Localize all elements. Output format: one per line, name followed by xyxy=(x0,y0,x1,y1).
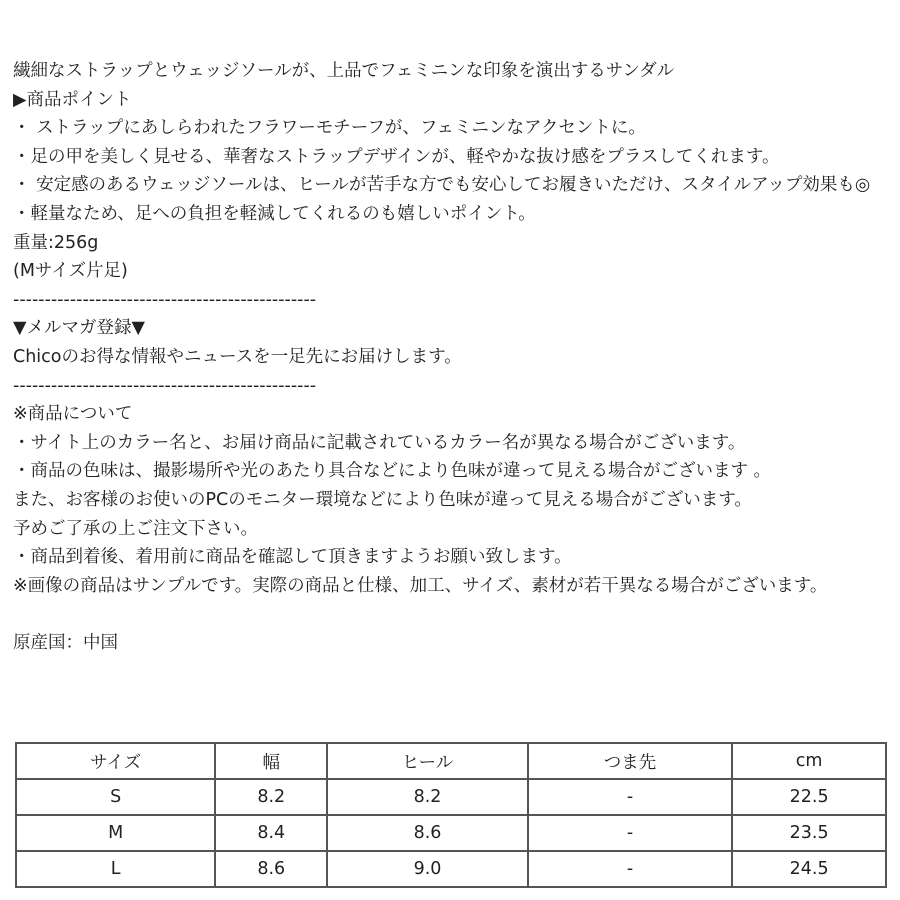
table-header-cell: つま先 xyxy=(528,743,732,779)
points-heading: ▶商品ポイント xyxy=(13,89,132,110)
table-header-cell: サイズ xyxy=(16,743,215,779)
table-cell: S xyxy=(16,779,215,815)
table-cell: 8.4 xyxy=(215,815,327,851)
table-cell: 22.5 xyxy=(732,779,886,815)
notice-line: 予めご了承の上ご注文下さい。 xyxy=(13,518,258,539)
table-header-row xyxy=(16,743,886,779)
spacer xyxy=(13,600,893,629)
weight-note: (Mサイズ片足) xyxy=(13,261,128,282)
notice-line: ・商品の色味は、撮影場所や光のあたり具合などにより色味が違って見える場合がございます 。 xyxy=(13,461,772,482)
size-table xyxy=(15,742,887,888)
table-cell: 24.5 xyxy=(732,851,886,887)
separator: ------------------------------------------------ xyxy=(13,289,317,310)
table-row xyxy=(16,815,886,851)
notice-line: また、お客様のお使いのPCのモニター環境などにより色味が違って見える場合がございます。 xyxy=(13,489,752,510)
notice-line: ・商品到着後、着用前に商品を確認して頂きますようお願い致します。 xyxy=(13,547,572,568)
point-item: ・ ストラップにあしらわれたフラワーモチーフが、フェミニンなアクセントに。 xyxy=(13,118,646,139)
notice-line: ※画像の商品はサンプルです。実際の商品と仕様、加工、サイズ、素材が若干異なる場合がございます。 xyxy=(13,575,828,596)
newsletter-text: Chicoのお得な情報やニュースを一足先にお届けします。 xyxy=(13,346,462,367)
table-header-cell: 幅 xyxy=(215,743,327,779)
point-item: ・ 安定感のあるウェッジソールは、ヒールが苦手な方でも安心してお履きいただけ、スタイルアップ効果も◎ xyxy=(13,175,871,196)
notice-line: ・サイト上のカラー名と、お届け商品に記載されているカラー名が異なる場合がございます。 xyxy=(13,432,746,453)
table-cell: - xyxy=(528,815,732,851)
notice-heading: ※商品について xyxy=(13,404,133,425)
table-header-cell: ヒール xyxy=(327,743,528,779)
intro-text: 繊細なストラップとウェッジソールが、上品でフェミニンな印象を演出するサンダル xyxy=(13,61,675,81)
table-cell: 8.6 xyxy=(215,851,327,887)
table-cell: L xyxy=(16,851,215,887)
table-cell: 9.0 xyxy=(327,851,528,887)
point-item: ・軽量なため、足への負担を軽減してくれるのも嬉しいポイント。 xyxy=(13,203,536,224)
newsletter-heading: ▼メルマガ登録▼ xyxy=(13,318,145,339)
separator: ------------------------------------------------ xyxy=(13,375,317,396)
weight-text: 重量:256g xyxy=(13,232,99,253)
table-cell: M xyxy=(16,815,215,851)
table-row xyxy=(16,851,886,887)
table-cell: - xyxy=(528,851,732,887)
origin-text: 原産国：中国 xyxy=(13,632,118,653)
table-cell: 8.2 xyxy=(215,779,327,815)
table-cell: - xyxy=(528,779,732,815)
product-description xyxy=(13,57,893,657)
table-row xyxy=(16,779,886,815)
table-cell: 8.2 xyxy=(327,779,528,815)
point-item: ・足の甲を美しく見せる、華奢なストラップデザインが、軽やかな抜け感をプラスしてくれます。 xyxy=(13,146,780,167)
table-cell: 8.6 xyxy=(327,815,528,851)
table-cell: 23.5 xyxy=(732,815,886,851)
table-header-cell: cm xyxy=(732,743,886,779)
